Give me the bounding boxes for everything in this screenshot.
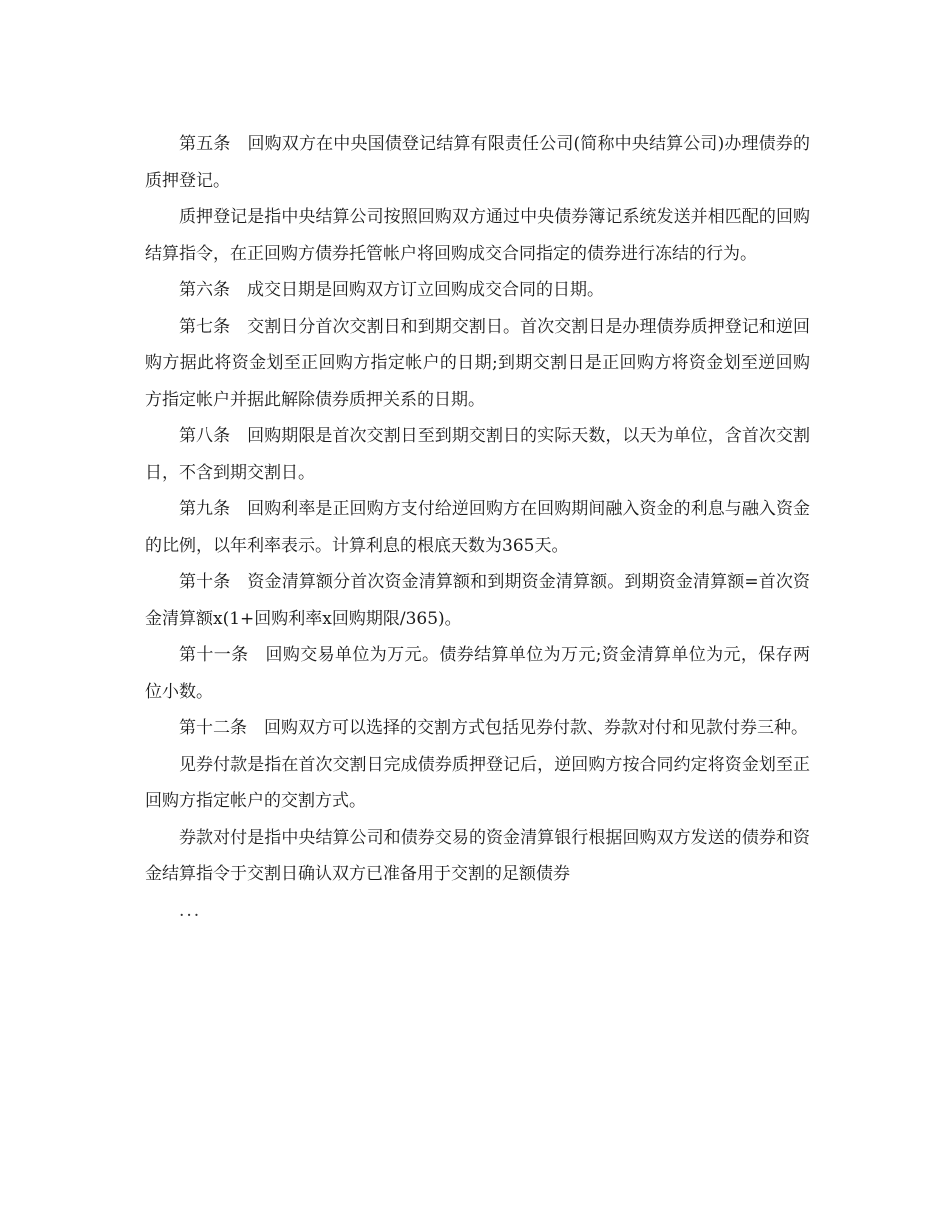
paragraph-text: 券款对付是指中央结算公司和债券交易的资金清算银行根据回购双方发送的债券和资金结算指令于交割日确认双方已准备用于交割的足额债券 bbox=[145, 827, 810, 884]
article-text: 资金清算额分首次资金清算额和到期资金清算额。到期资金清算额=首次资金清算额x(1+回购利率x回购期限/365)。 bbox=[145, 572, 811, 629]
pledge-registration-paragraph bbox=[145, 199, 810, 272]
article-label: 第九条 bbox=[179, 499, 231, 519]
article-6-paragraph bbox=[145, 272, 810, 309]
article-text: 回购交易单位为万元。债券结算单位为万元;资金清算单位为元，保存两位小数。 bbox=[145, 645, 811, 702]
article-text: 交割日分首次交割日和到期交割日。首次交割日是办理债券质押登记和逆回购方据此将资金划至正回购方指定帐户的日期;到期交割日是正回购方将资金划至逆回购方指定帐户并据此解除债券质押关系的日期。 bbox=[145, 316, 810, 410]
article-label: 第十一条 bbox=[179, 645, 249, 665]
continuation-ellipsis: ... bbox=[179, 900, 202, 921]
article-12-paragraph bbox=[145, 710, 810, 747]
delivery-versus-payment-paragraph bbox=[145, 820, 810, 893]
article-label: 第五条 bbox=[179, 134, 231, 154]
article-label: 第十二条 bbox=[179, 718, 247, 738]
article-9-paragraph bbox=[145, 491, 810, 564]
article-text: 回购双方可以选择的交割方式包括见券付款、券款对付和见款付券三种。 bbox=[264, 718, 808, 738]
article-10-paragraph bbox=[145, 564, 810, 637]
article-8-paragraph bbox=[145, 418, 810, 491]
document-body bbox=[145, 126, 810, 929]
article-text: 回购期限是首次交割日至到期交割日的实际天数，以天为单位，含首次交割日，不含到期交割日。 bbox=[145, 426, 810, 483]
article-label: 第六条 bbox=[179, 280, 230, 300]
article-label: 第七条 bbox=[179, 316, 231, 337]
article-11-paragraph bbox=[145, 637, 810, 710]
article-text: 回购双方在中央国债登记结算有限责任公司(简称中央结算公司)办理债券的质押登记。 bbox=[145, 134, 811, 191]
article-label: 第八条 bbox=[179, 426, 231, 446]
paragraph-text: 质押登记是指中央结算公司按照回购双方通过中央债券簿记系统发送并相匹配的回购结算指令，在正回购方债券托管帐户将回购成交合同指定的债券进行冻结的行为。 bbox=[145, 207, 810, 264]
article-text: 回购利率是正回购方支付给逆回购方在回购期间融入资金的利息与融入资金的比例，以年利率表示。计算利息的根底天数为365天。 bbox=[145, 499, 810, 556]
article-label: 第十条 bbox=[179, 572, 231, 592]
article-5-paragraph bbox=[145, 126, 810, 199]
article-text: 成交日期是回购双方订立回购成交合同的日期。 bbox=[247, 280, 604, 300]
paragraph-text: 见券付款是指在首次交割日完成债券质押登记后，逆回购方按合同约定将资金划至正回购方指定帐户的交割方式。 bbox=[145, 754, 810, 811]
article-7-paragraph bbox=[145, 309, 810, 419]
payment-after-delivery-paragraph bbox=[145, 747, 810, 820]
